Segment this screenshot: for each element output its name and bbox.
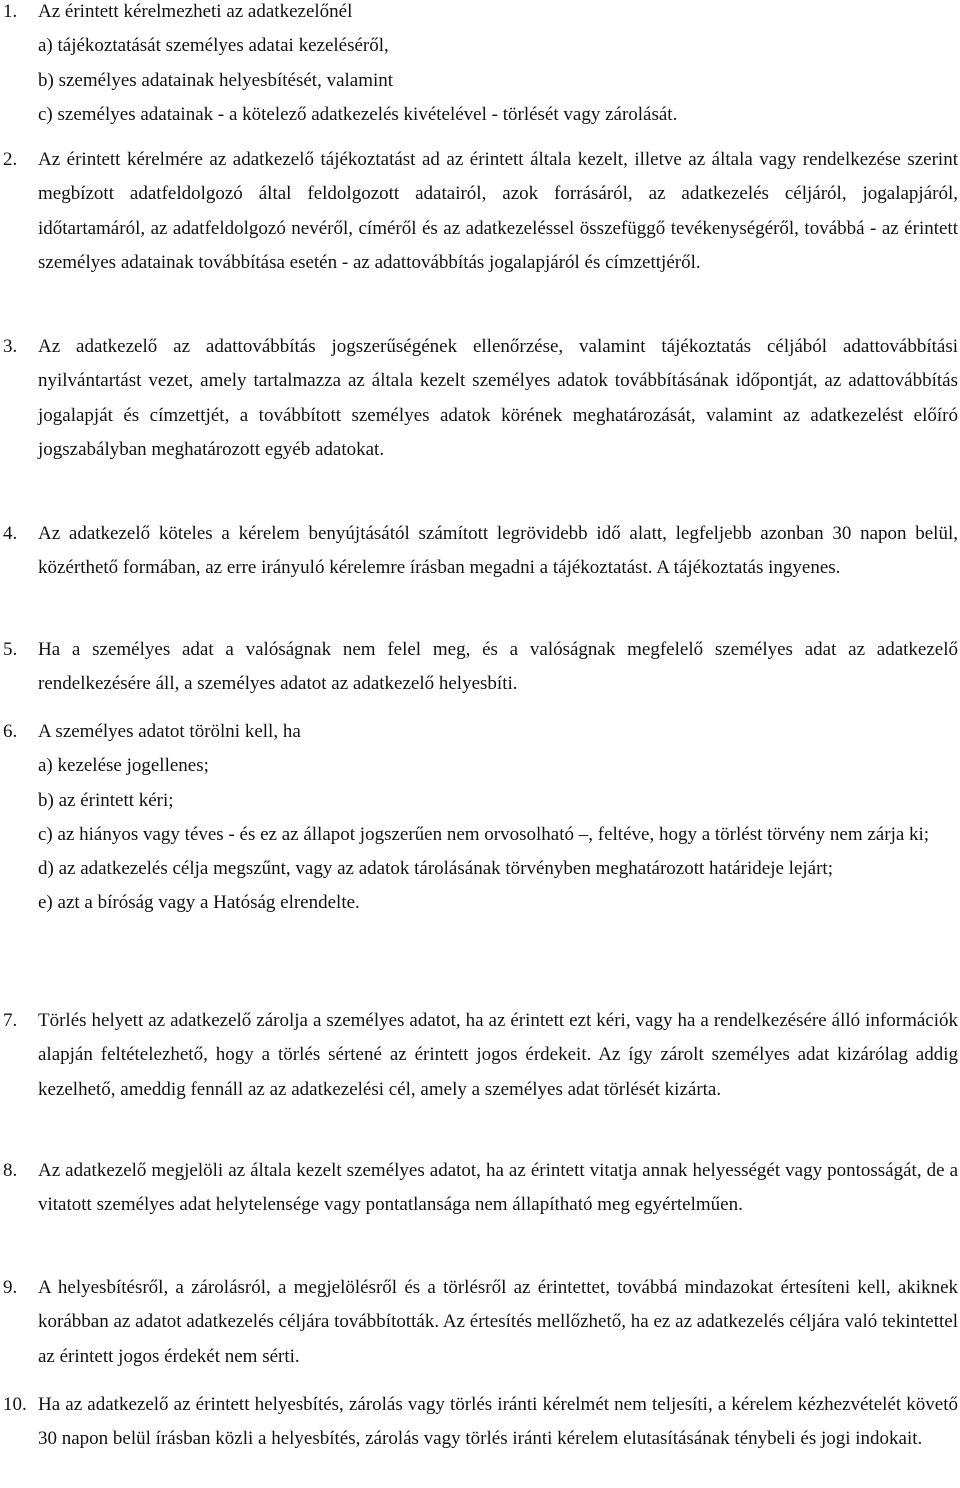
item-text: Az adatkezelő megjelöli az általa kezelt személyes adatot, ha az érintett vitatja annak helyességét vagy pontosságát, de a vitatott személyes adat helytelensége vagy pontatlansága nem állapítható meg egyértelműen. (38, 1160, 958, 1216)
item-number: 2. (3, 149, 18, 170)
item-number: 3. (3, 336, 18, 357)
item-line: c) személyes adatainak - a kötelező adatkezelés kivételével - törlését vagy zárolását. (38, 103, 678, 125)
item-line: e) azt a bíróság vagy a Hatóság elrendelte. (38, 892, 360, 914)
item-text: Az adatkezelő az adattovábbítás jogszerűségének ellenőrzése, valamint tájékoztatás céljából adattovábbítási nyilvántartást vezet, amely tartalmazza az általa kezelt személyes adatok továbbításának időpontját, az adattovábbítás jogalapját és címzettjét, a továbbított személyes adatok körének meghatározását, valamint az adatkezelést előíró jogszabályban meghatározott egyéb adatokat. (38, 336, 958, 460)
list-item-5 (0, 633, 958, 702)
item-number: 9. (3, 1277, 18, 1298)
item-number: 4. (3, 523, 18, 544)
item-line: b) az érintett kéri; (38, 789, 174, 811)
item-text: Ha az adatkezelő az érintett helyesbítés, zárolás vagy törlés iránti kérelmét nem teljesíti, a kérelem kézhezvételét követő 30 napon belül írásban közli a helyesbítés, zárolás vagy törlés iránti kérelem elutasításának ténybeli és jogi indokait. (38, 1394, 958, 1450)
item-line: b) személyes adatainak helyesbítését, valamint (38, 69, 394, 91)
item-number: 8. (3, 1160, 18, 1181)
item-line: d) az adatkezelés célja megszűnt, vagy az adatok tárolásának törvényben meghatározott határideje lejárt; (38, 858, 833, 880)
item-number: 7. (3, 1010, 18, 1031)
list-item-2 (0, 143, 958, 280)
list-item-6 (0, 715, 958, 921)
item-number: 6. (3, 721, 18, 742)
item-body (38, 0, 958, 132)
item-text: Törlés helyett az adatkezelő zárolja a személyes adatot, ha az érintett ezt kéri, vagy ha a rendelkezésére álló információk alapján feltételezhető, hogy a törlés sértené az érintett jogos érdekeit. Az így zárolt személyes adat kizárólag addig kezelhető, ameddig fennáll az az adatkezelési cél, amely a személyes adat törlését kizárta. (38, 1010, 958, 1100)
item-line: a) tájékoztatását személyes adatai kezeléséről, (38, 35, 389, 57)
item-body (38, 715, 958, 921)
item-line: c) az hiányos vagy téves - és ez az állapot jogszerűen nem orvosolható –, feltéve, hogy a törlést törvény nem zárja ki; (38, 823, 930, 845)
item-number: 1. (3, 1, 18, 22)
item-number: 10. (3, 1394, 27, 1415)
item-text: Az érintett kérelmére az adatkezelő tájékoztatást ad az érintett általa kezelt, illetve az általa vagy rendelkezése szerint megbízott adatfeldolgozó által feldolgozott adatairól, azok forrásáról, az adatkezelés céljáról, jogalapjáról, időtartamáról, az adatfeldolgozó nevéről, címéről és az adatkezeléssel összefüggő tevékenységéről, továbbá - az érintett személyes adatainak továbbítása esetén - az adattovábbítás jogalapjáról és címzettjéről. (38, 149, 958, 273)
list-item-7 (0, 1004, 958, 1107)
item-line: Az érintett kérelmezheti az adatkezelőnél (38, 1, 353, 22)
item-text: A helyesbítésről, a zárolásról, a megjelölésről és a törlésről az érintettet, továbbá mindazokat értesíteni kell, akiknek korábban az adatot adatkezelés céljára továbbították. Az értesítés mellőzhető, ha ez az adatkezelés céljára való tekintettel az érintett jogos érdekét nem sérti. (38, 1277, 958, 1367)
list-item-1 (0, 0, 958, 132)
list-item-8 (0, 1154, 958, 1223)
item-text: Ha a személyes adat a valóságnak nem felel meg, és a valóságnak megfelelő személyes adat az adatkezelő rendelkezésére áll, a személyes adatot az adatkezelő helyesbíti. (38, 639, 958, 695)
list-item-3 (0, 330, 958, 467)
item-number: 5. (3, 639, 18, 660)
item-text: Az adatkezelő köteles a kérelem benyújtásától számított legrövidebb idő alatt, legfeljebb azonban 30 napon belül, közérthető formában, az erre irányuló kérelemre írásban megadni a tájékoztatást. A tájékoztatás ingyenes. (38, 523, 958, 579)
item-line: a) kezelése jogellenes; (38, 755, 209, 777)
list-item-9 (0, 1271, 958, 1374)
list-item-4 (0, 517, 958, 586)
item-line: A személyes adatot törölni kell, ha (38, 721, 301, 742)
list-item-10 (0, 1388, 958, 1457)
